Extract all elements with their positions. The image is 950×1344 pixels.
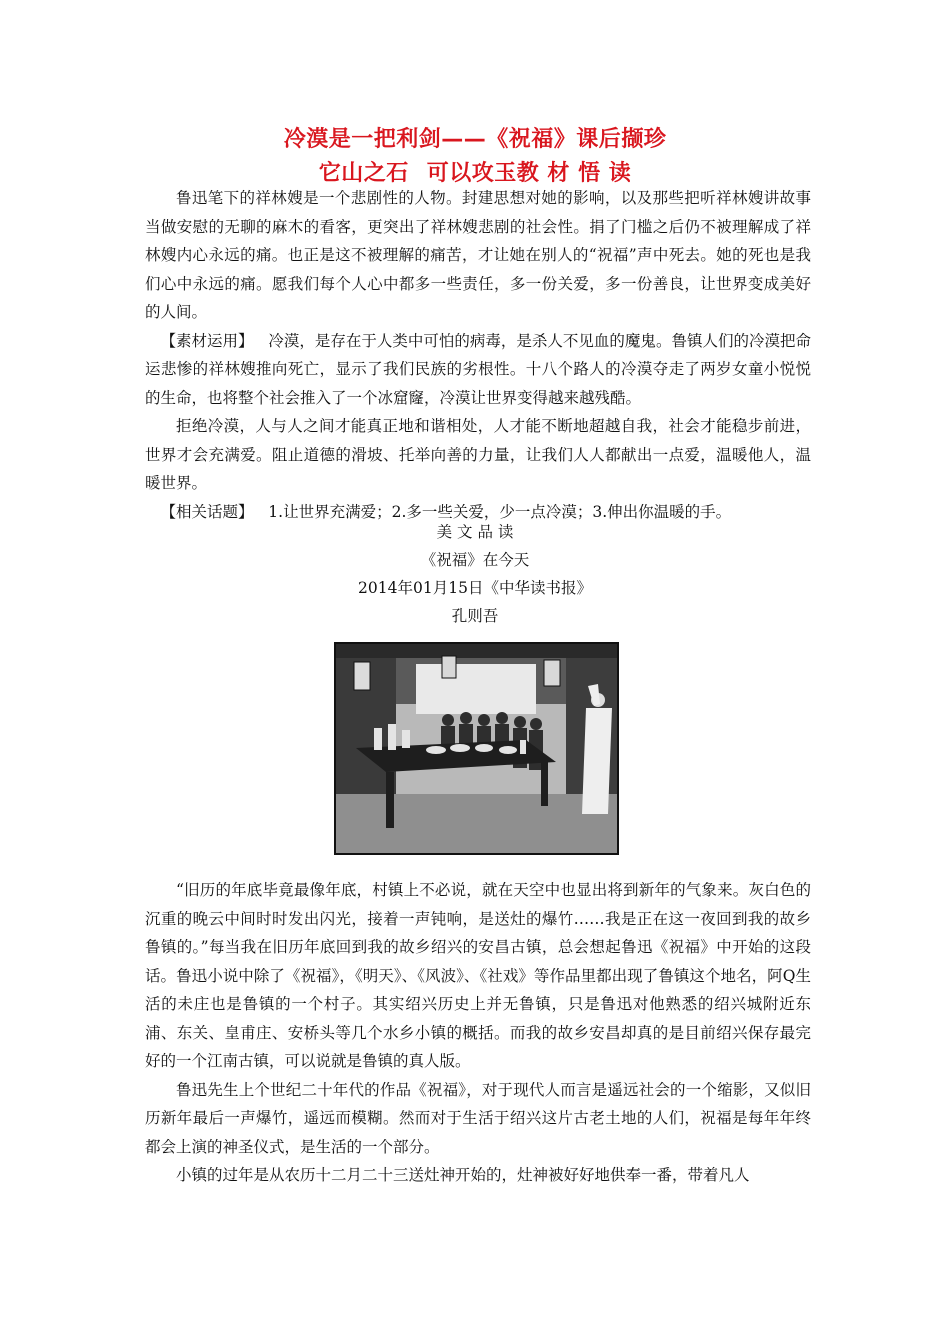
material-text: 冷漠，是存在于人类中可怕的病毒，是杀人不见血的魔鬼。鲁镇人们的冷漠把命运悲惨的祥林嫂推向死亡，显示了我们民族的劣根性。十八个路人的冷漠夺走了两岁女童小悦悦的生命，也将整个社会推入了一个冰窟窿，冷漠让世界变得越来越残酷。 bbox=[145, 331, 811, 407]
photo-ceremony-icon bbox=[336, 644, 617, 853]
article-body bbox=[145, 876, 811, 1190]
subtitle-left: 它山之石 bbox=[318, 161, 409, 186]
topic-tag: 【相关话题】 bbox=[160, 502, 254, 521]
section-label: 美 文 品 读 bbox=[436, 523, 514, 541]
intro-paragraph-2 bbox=[145, 327, 811, 413]
page-subtitle bbox=[0, 156, 950, 187]
article-paragraph-3: 小镇的过年是从农历十二月二十三送灶神开始的，灶神被好好地供奉一番，带着凡人 bbox=[176, 1166, 750, 1184]
article-author: 孔则吾 bbox=[451, 607, 499, 625]
material-tag: 【素材运用】 bbox=[160, 331, 254, 350]
article-paragraph-1: “旧历的年底毕竟最像年底，村镇上不必说，就在天空中也显出将到新年的气象来。灰白色的沉重的晚云中间时时发出闪光，接着一声钝响，是送灶的爆竹……我是正在这一夜回到我的故乡鲁镇的。”每当我在旧历年底回到我的故乡绍兴的安昌古镇，总会想起鲁迅《祝福》中开始的这段话。鲁迅小说中除了《祝福》，《明天》、《风波》、《社戏》等作品里都出现了鲁镇这个地名，阿Q生活的未庄也是鲁镇的一个村子。其实绍兴历史上并无鲁镇，只是鲁迅对他熟悉的绍兴城附近东浦、东关、皇甫庄、安桥头等几个水乡小镇的概括。而我的故乡安昌却真的是目前绍兴保存最完好的一个江南古镇，可以说就是鲁镇的真人版。 bbox=[145, 881, 811, 1070]
subtitle-right: 可以攻玉教 材 悟 读 bbox=[426, 161, 632, 186]
article-source: 2014年01月15日《中华读书报》 bbox=[358, 579, 592, 597]
intro-paragraph-1: 鲁迅笔下的祥林嫂是一个悲剧性的人物。封建思想对她的影响，以及那些把听祥林嫂讲故事当做安慰的无聊的麻木的看客，更突出了祥林嫂悲剧的社会性。捐了门槛之后仍不被理解成了祥林嫂内心永远的痛。也正是这不被理解的痛苦，才让她在别人的“祝福”声中死去。她的死也是我们心中永远的痛。愿我们每个人心中都多一些责任，多一份关爱，多一份善良，让世界变成美好的人间。 bbox=[145, 189, 811, 321]
topic-text: 1.让世界充满爱；2.多一些关爱，少一点冷漠；3.伸出你温暖的手。 bbox=[268, 502, 732, 521]
ceremony-photo bbox=[334, 642, 619, 855]
intro-paragraph-3: 拒绝冷漠，人与人之间才能真正地和谐相处，人才能不断地超越自我，社会才能稳步前进，世界才会充满爱。阻止道德的滑坡、托举向善的力量，让我们人人都献出一点爱，温暖他人，温暖世界。 bbox=[145, 417, 811, 492]
intro-section bbox=[145, 184, 811, 526]
page-title: 冷漠是一把利剑——《祝福》课后撷珍 bbox=[283, 127, 667, 152]
article-paragraph-2: 鲁迅先生上个世纪二十年代的作品《祝福》，对于现代人而言是遥远社会的一个缩影，又似旧历新年最后一声爆竹，遥远而模糊。然而对于生活于绍兴这片古老土地的人们，祝福是每年年终都会上演的神圣仪式，是生活的一个部分。 bbox=[145, 1080, 811, 1156]
article-title: 《祝福》在今天 bbox=[420, 551, 530, 569]
